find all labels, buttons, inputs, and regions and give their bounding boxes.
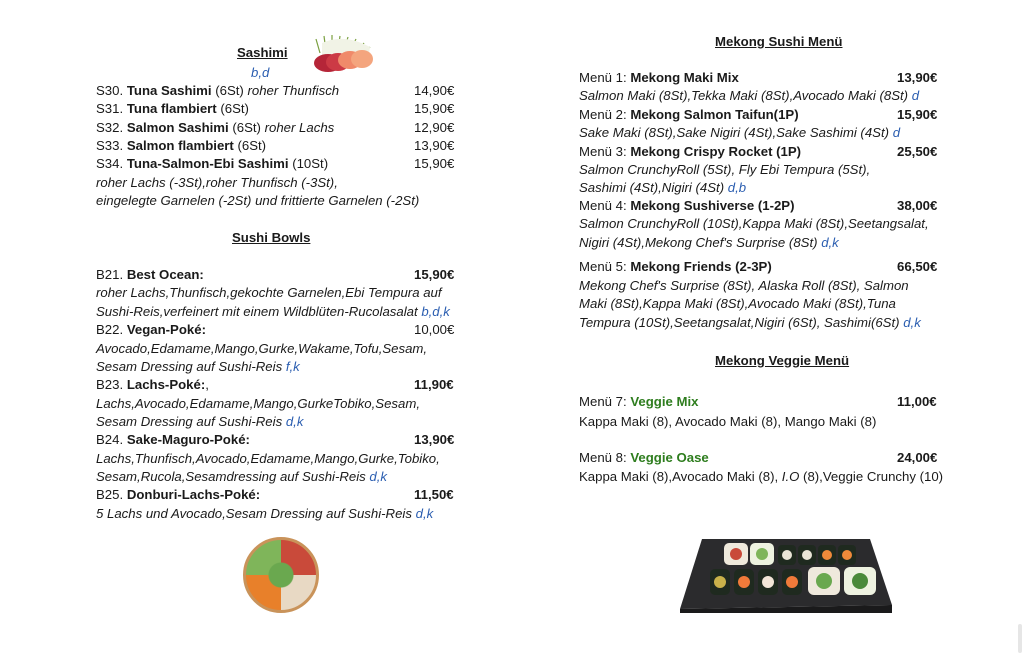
menu-item-b24: B24. Sake-Maguro-Poké: [96, 432, 250, 447]
b21-description-1: roher Lachs,Thunfisch,gekochte Garnelen,Ebi Tempura auf [96, 285, 442, 300]
menu-item-2: Menü 2: Mekong Salmon Taifun(1P) [579, 107, 799, 122]
menu-2-allergens: d [892, 125, 901, 140]
s34-description-2: eingelegte Garnelen (-2St) und frittierte Garnelen (-2St) [96, 193, 420, 208]
menu-4-description-2: Nigiri (4St),Mekong Chef's Surprise (8St) d,k [579, 235, 839, 250]
b22-allergens: f,k [285, 359, 300, 374]
scrollbar[interactable] [1018, 624, 1022, 653]
menu-4-allergens: d,k [821, 235, 839, 250]
menu-item-b25: B25. Donburi-Lachs-Poké: [96, 487, 261, 502]
price-menu-7: 11,00€ [897, 394, 937, 409]
sashimi-plate-image [310, 33, 378, 77]
menu-item-3: Menü 3: Mekong Crispy Rocket (1P) [579, 144, 802, 159]
price-b22: 10,00€ [414, 322, 455, 337]
menu-8-description: Kappa Maki (8),Avocado Maki (8), I.O (8),Veggie Crunchy (10) [579, 469, 944, 484]
menu-5-description-1: Mekong Chef's Surprise (8St), Alaska Roll (8St), Salmon [579, 278, 909, 293]
menu-4-description-1: Salmon CrunchyRoll (10St),Kappa Maki (8St),Seetangsalat, [579, 216, 929, 231]
menu-item-4: Menü 4: Mekong Sushiverse (1-2P) [579, 198, 795, 213]
menu-item-s33: S33. Salmon flambiert (6St) [96, 138, 267, 153]
menu-item-b23: B23. Lachs-Poké:, [96, 377, 209, 392]
b21-allergens: b,d,k [421, 304, 450, 319]
price-b25: 11,50€ [414, 487, 454, 502]
menu-3-description-2: Sashimi (4St),Nigiri (4St) d,b [579, 180, 747, 195]
menu-item-s31: S31. Tuna flambiert (6St) [96, 101, 249, 116]
b25-allergens: d,k [415, 506, 434, 521]
b23-description-1: Lachs,Avocado,Edamame,Mango,GurkeTobiko,Sesam, [96, 396, 421, 411]
menu-1-allergens: d [911, 88, 920, 103]
menu-5-description-3: Tempura (10St),Seetangsalat,Nigiri (6St), Sashimi(6St) d,k [579, 315, 921, 330]
b22-description-2: Sesam Dressing auf Sushi-Reis f,k [96, 359, 300, 374]
price-b24: 13,90€ [414, 432, 455, 447]
b23-description-2: Sesam Dressing auf Sushi-Reis d,k [96, 414, 304, 429]
price-menu-4: 38,00€ [897, 198, 938, 213]
b24-description-2: Sesam,Rucola,Sesamdressing auf Sushi-Reis d,k [96, 469, 387, 484]
b24-description-1: Lachs,Thunfisch,Avocado,Edamame,Mango,Gurke,Tobiko, [96, 451, 440, 466]
price-menu-3: 25,50€ [897, 144, 938, 159]
price-menu-8: 24,00€ [897, 450, 938, 465]
b24-allergens: d,k [369, 469, 387, 484]
price-s31: 15,90€ [414, 101, 455, 116]
menu-5-allergens: d,k [903, 315, 921, 330]
b25-description-1: 5 Lachs und Avocado,Sesam Dressing auf Sushi-Reis d,k [96, 506, 434, 521]
price-menu-2: 15,90€ [897, 107, 938, 122]
sushi-platter-image [680, 535, 892, 613]
sushi-bowls-title: Sushi Bowls [232, 230, 311, 245]
menu-item-b22: B22. Vegan-Poké: [96, 322, 206, 337]
veggie-menu-title: Mekong Veggie Menü [715, 353, 850, 368]
price-menu-5: 66,50€ [897, 259, 938, 274]
menu-1-description: Salmon Maki (8St),Tekka Maki (8St),Avocado Maki (8St) d [579, 88, 920, 103]
b22-description-1: Avocado,Edamame,Mango,Gurke,Wakame,Tofu,Sesam, [96, 341, 428, 356]
menu-item-5: Menü 5: Mekong Friends (2-3P) [579, 259, 772, 274]
menu-item-8: Menü 8: Veggie Oase [579, 450, 709, 465]
price-s34: 15,90€ [414, 156, 455, 171]
price-s33: 13,90€ [414, 138, 455, 153]
menu-3-description-1: Salmon CrunchyRoll (5St), Fly Ebi Tempura (5St), [579, 162, 871, 177]
sashimi-allergens: b,d [251, 65, 270, 80]
menu-2-description: Sake Maki (8St),Sake Nigiri (4St),Sake Sashimi (4St) d [579, 125, 901, 140]
menu-item-s34: S34. Tuna-Salmon-Ebi Sashimi (10St) [96, 156, 329, 171]
menu-item-b21: B21. Best Ocean: [96, 267, 204, 282]
price-s30: 14,90€ [414, 83, 455, 98]
price-menu-1: 13,90€ [897, 70, 938, 85]
price-s32: 12,90€ [414, 120, 455, 135]
b23-allergens: d,k [285, 414, 304, 429]
price-b23: 11,90€ [414, 377, 454, 392]
menu-7-description: Kappa Maki (8), Avocado Maki (8), Mango Maki (8) [579, 414, 877, 429]
price-b21: 15,90€ [414, 267, 455, 282]
b21-description-2: Sushi-Reis,verfeinert mit einem Wildblüten-Rucolasalat b,d,k [96, 304, 450, 319]
menu-item-7: Menü 7: Veggie Mix [579, 394, 699, 409]
sashimi-title: Sashimi [237, 45, 288, 60]
menu-item-1: Menü 1: Mekong Maki Mix [579, 70, 739, 85]
menu-item-s30: S30. Tuna Sashimi (6St) roher Thunfisch [96, 83, 340, 98]
menu-5-description-2: Maki (8St),Kappa Maki (8St),Avocado Maki (8St),Tuna [579, 296, 896, 311]
menu-item-s32: S32. Salmon Sashimi (6St) roher Lachs [96, 120, 335, 135]
poke-bowl-image [243, 537, 319, 613]
menu-3-allergens: d,b [727, 180, 747, 195]
sushi-menu-title: Mekong Sushi Menü [715, 34, 843, 49]
s34-description-1: roher Lachs (-3St),roher Thunfisch (-3St), [96, 175, 338, 190]
